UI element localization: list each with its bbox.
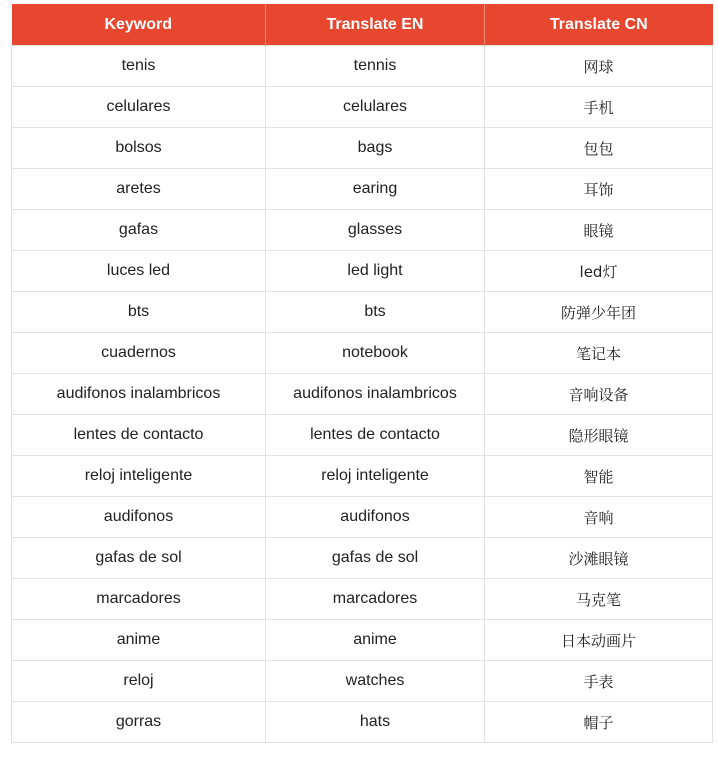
table-row — [12, 538, 713, 579]
keyword-translation-table — [11, 4, 713, 743]
header-translate-cn: Translate CN — [485, 4, 713, 46]
cell-keyword: bolsos — [12, 128, 266, 169]
cell-keyword: cuadernos — [12, 333, 266, 374]
cell-translate-en: reloj inteligente — [266, 456, 485, 497]
cell-translate-en: glasses — [266, 210, 485, 251]
cell-translate-cn: 手机 — [485, 87, 713, 128]
cell-keyword: gafas de sol — [12, 538, 266, 579]
cell-keyword: audifonos — [12, 497, 266, 538]
cell-keyword: celulares — [12, 87, 266, 128]
cell-keyword: tenis — [12, 46, 266, 87]
cell-keyword: bts — [12, 292, 266, 333]
table-row — [12, 415, 713, 456]
cell-translate-en: lentes de contacto — [266, 415, 485, 456]
cell-translate-cn: 包包 — [485, 128, 713, 169]
cell-translate-en: tennis — [266, 46, 485, 87]
table-row — [12, 128, 713, 169]
cell-translate-cn: 音响设备 — [485, 374, 713, 415]
table-row — [12, 333, 713, 374]
header-translate-en: Translate EN — [266, 4, 485, 46]
cell-translate-cn: 网球 — [485, 46, 713, 87]
table-row — [12, 497, 713, 538]
table-row — [12, 702, 713, 743]
cell-keyword: marcadores — [12, 579, 266, 620]
cell-keyword: lentes de contacto — [12, 415, 266, 456]
cell-translate-en: audifonos inalambricos — [266, 374, 485, 415]
keyword-translation-table-container — [11, 4, 712, 743]
cell-keyword: audifonos inalambricos — [12, 374, 266, 415]
cell-translate-cn: 隐形眼镜 — [485, 415, 713, 456]
cell-translate-cn: 帽子 — [485, 702, 713, 743]
cell-keyword: gorras — [12, 702, 266, 743]
header-keyword: Keyword — [12, 4, 266, 46]
table-body — [12, 46, 713, 743]
table-row — [12, 661, 713, 702]
cell-translate-cn: 音响 — [485, 497, 713, 538]
cell-translate-cn: 日本动画片 — [485, 620, 713, 661]
table-row — [12, 374, 713, 415]
cell-translate-en: marcadores — [266, 579, 485, 620]
cell-keyword: reloj — [12, 661, 266, 702]
cell-translate-en: watches — [266, 661, 485, 702]
table-row — [12, 456, 713, 497]
cell-translate-en: earing — [266, 169, 485, 210]
cell-keyword: aretes — [12, 169, 266, 210]
cell-keyword: anime — [12, 620, 266, 661]
cell-translate-cn: 沙滩眼镜 — [485, 538, 713, 579]
cell-translate-cn: 眼镜 — [485, 210, 713, 251]
cell-translate-cn: 防弹少年团 — [485, 292, 713, 333]
cell-translate-cn: 智能 — [485, 456, 713, 497]
cell-translate-en: bags — [266, 128, 485, 169]
cell-translate-cn: 笔记本 — [485, 333, 713, 374]
table-row — [12, 251, 713, 292]
cell-translate-en: celulares — [266, 87, 485, 128]
cell-translate-en: gafas de sol — [266, 538, 485, 579]
cell-keyword: gafas — [12, 210, 266, 251]
cell-translate-en: audifonos — [266, 497, 485, 538]
cell-translate-cn: led灯 — [485, 251, 713, 292]
table-row — [12, 169, 713, 210]
table-row — [12, 620, 713, 661]
cell-translate-cn: 耳饰 — [485, 169, 713, 210]
table-row — [12, 87, 713, 128]
table-row — [12, 210, 713, 251]
cell-keyword: luces led — [12, 251, 266, 292]
cell-translate-en: hats — [266, 702, 485, 743]
cell-translate-cn: 马克笔 — [485, 579, 713, 620]
table-row — [12, 46, 713, 87]
table-header — [12, 4, 713, 46]
cell-translate-en: anime — [266, 620, 485, 661]
header-row — [12, 4, 713, 46]
cell-translate-en: notebook — [266, 333, 485, 374]
cell-translate-en: bts — [266, 292, 485, 333]
cell-translate-cn: 手表 — [485, 661, 713, 702]
cell-keyword: reloj inteligente — [12, 456, 266, 497]
table-row — [12, 292, 713, 333]
cell-translate-en: led light — [266, 251, 485, 292]
table-row — [12, 579, 713, 620]
